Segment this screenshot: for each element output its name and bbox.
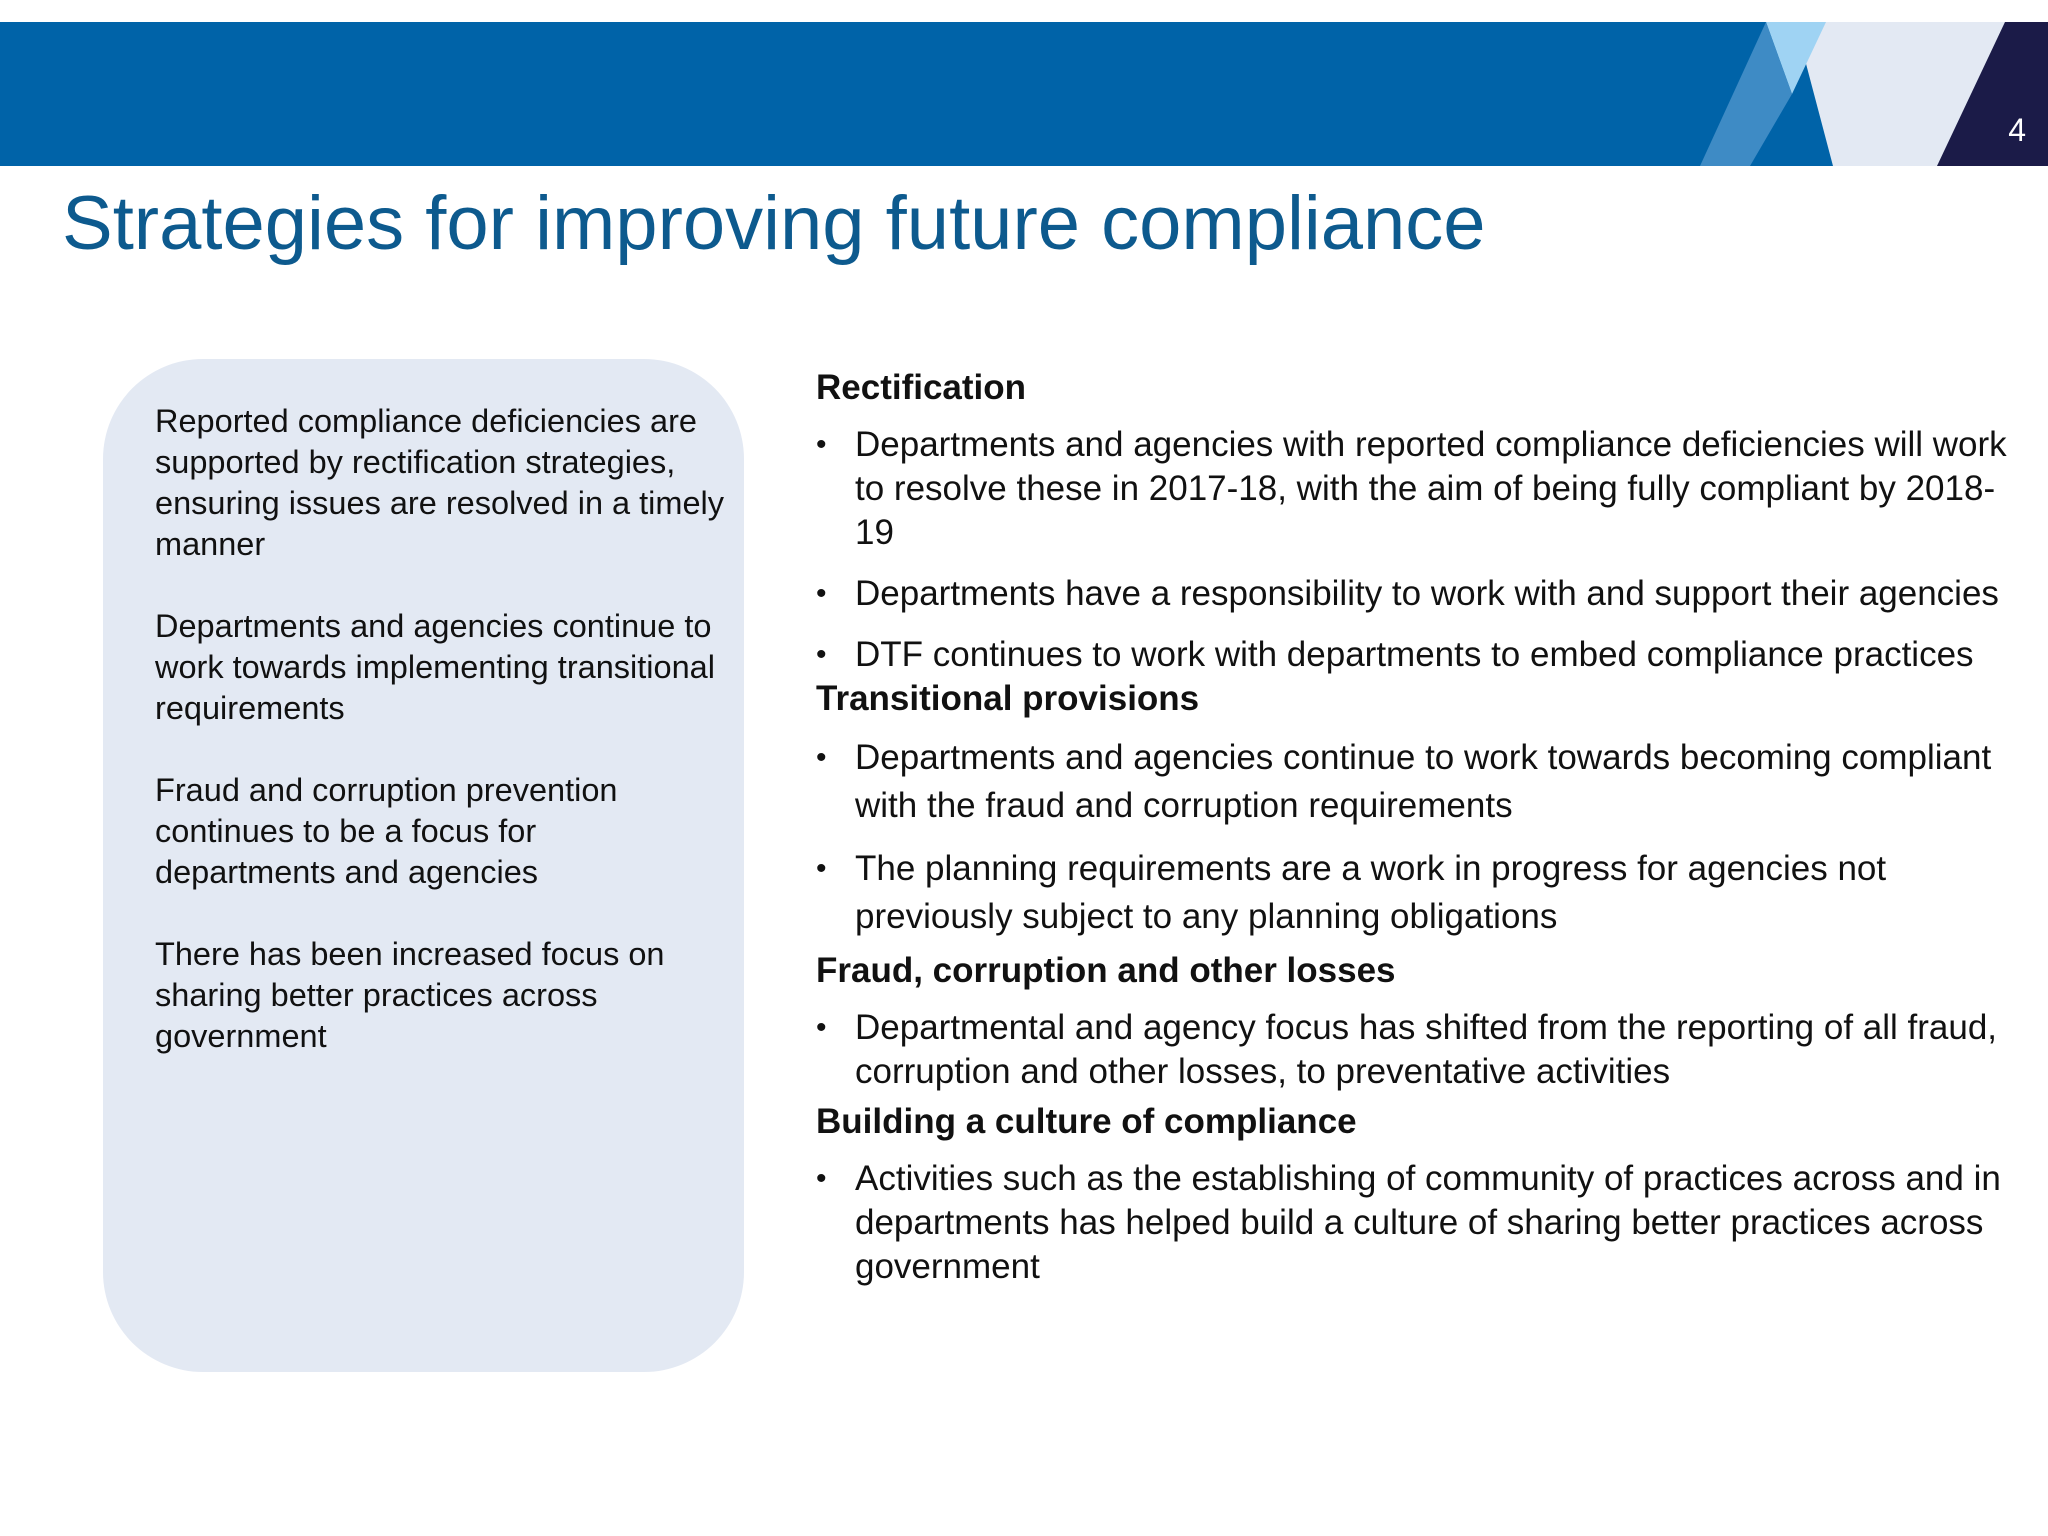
sections-content bbox=[816, 366, 2016, 1289]
bullet-icon: • bbox=[816, 1162, 827, 1195]
content-section bbox=[816, 366, 2016, 677]
bullet-text: Activities such as the establishing of community of practices across and in departments has helped build a culture of sharing better practices across government bbox=[855, 1159, 2001, 1286]
section-heading: Building a culture of compliance bbox=[816, 1102, 1357, 1141]
bullet-list bbox=[816, 423, 2016, 677]
header-banner bbox=[0, 22, 2048, 166]
bullet-list bbox=[816, 734, 2016, 941]
bullet-item bbox=[816, 734, 2016, 830]
section-heading: Fraud, corruption and other losses bbox=[816, 951, 1396, 990]
bullet-text: DTF continues to work with departments to embed compliance practices bbox=[855, 635, 1974, 674]
bullet-text: Departments have a responsibility to work with and support their agencies bbox=[855, 574, 1999, 613]
bullet-text: Departments and agencies continue to work towards becoming compliant with the fraud and corruption requirements bbox=[855, 738, 1992, 825]
bullet-list bbox=[816, 1006, 2016, 1094]
bullet-item bbox=[816, 633, 2016, 677]
section-heading: Rectification bbox=[816, 368, 1027, 407]
content-section bbox=[816, 677, 2016, 941]
bullet-item bbox=[816, 845, 2016, 941]
page-title: Strategies for improving future compliance bbox=[62, 181, 1486, 266]
summary-item: There has been increased focus on sharing better practices across government bbox=[155, 936, 665, 1054]
summary-list bbox=[155, 401, 725, 1098]
section-heading: Transitional provisions bbox=[816, 679, 1200, 718]
bullet-icon: • bbox=[816, 428, 827, 461]
slide-number: 4 bbox=[2008, 112, 2026, 148]
bullet-item bbox=[816, 572, 2016, 616]
content-section bbox=[816, 949, 2016, 1094]
bullet-icon: • bbox=[816, 1011, 827, 1044]
bullet-text: Departments and agencies with reported compliance deficiencies will work to resolve these in 2017-18, with the aim of being fully compliant by 2018-19 bbox=[855, 425, 2007, 552]
summary-panel bbox=[103, 359, 744, 1372]
bullet-icon: • bbox=[816, 638, 827, 671]
bullet-list bbox=[816, 1157, 2016, 1289]
summary-item: Reported compliance deficiencies are supported by rectification strategies, ensuring issues are resolved in a timely manner bbox=[155, 403, 725, 562]
bullet-icon: • bbox=[816, 852, 827, 885]
bullet-icon: • bbox=[816, 577, 827, 610]
bullet-icon: • bbox=[816, 741, 827, 774]
bullet-item bbox=[816, 1006, 2016, 1094]
summary-item: Departments and agencies continue to work towards implementing transitional requirements bbox=[155, 608, 715, 726]
bullet-text: The planning requirements are a work in progress for agencies not previously subject to any planning obligations bbox=[855, 849, 1887, 936]
bullet-item bbox=[816, 1157, 2016, 1289]
bullet-text: Departmental and agency focus has shifted from the reporting of all fraud, corruption and other losses, to preventative activities bbox=[855, 1008, 1998, 1091]
banner-graphic bbox=[0, 22, 2048, 166]
bullet-item bbox=[816, 423, 2016, 555]
summary-item: Fraud and corruption prevention continues to be a focus for departments and agencies bbox=[155, 772, 618, 890]
content-section bbox=[816, 1100, 2016, 1289]
